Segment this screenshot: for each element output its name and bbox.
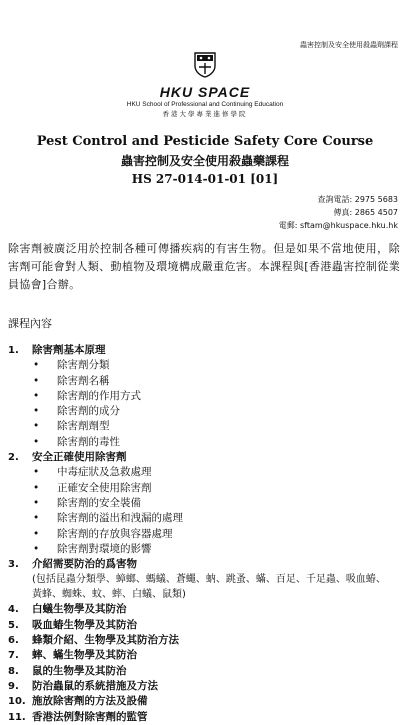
bullet-icon: • <box>33 359 40 372</box>
bullet-icon: • <box>33 512 40 525</box>
sub-item <box>8 358 403 373</box>
list-item <box>8 557 403 572</box>
sub-item-text: 除害劑的成分 <box>57 405 120 418</box>
item-number: 9. <box>8 680 19 692</box>
list-item <box>8 694 403 709</box>
course-content-list <box>8 343 403 725</box>
sub-item-text: 除害劑的溢出和洩漏的處理 <box>57 512 183 525</box>
sub-item <box>8 542 403 557</box>
bullet-icon: • <box>33 374 40 387</box>
sub-item-text: 除害劑的存放與容器處理 <box>57 527 173 540</box>
sub-item-text: 除害劑分類 <box>57 359 110 372</box>
contact-fax: 傳真: 2865 4507 <box>333 208 398 217</box>
bullet-icon: • <box>33 405 40 418</box>
bullet-icon: • <box>33 481 40 494</box>
sub-item <box>8 496 403 511</box>
item-title: 介紹需要防治的爲害物 <box>32 558 137 571</box>
course-code: HS 27-014-01-01 [01] <box>131 172 279 186</box>
item-number: 10. <box>8 696 26 708</box>
hku-space-logo <box>0 52 410 118</box>
school-name-zh: 香港大學專業進修學院 <box>162 110 248 118</box>
bullet-icon: • <box>33 435 40 448</box>
bullet-icon: • <box>33 496 40 509</box>
item-title: 鼠的生物學及其防治 <box>32 664 127 677</box>
list-item <box>8 648 403 663</box>
item-title: 白蟻生物學及其防治 <box>32 603 127 616</box>
sub-item <box>8 374 403 389</box>
sub-item-text: 除害劑劑型 <box>57 420 110 433</box>
section-title: 課程內容 <box>8 317 52 330</box>
sub-item <box>8 527 403 542</box>
list-item <box>8 343 403 358</box>
sub-item-text: 除害劑的毒性 <box>57 435 120 448</box>
list-item <box>8 679 403 694</box>
item-number: 3. <box>8 559 19 571</box>
item-number: 5. <box>8 619 19 631</box>
sub-item-text: 除害劑名稱 <box>57 374 110 387</box>
course-title-en: Pest Control and Pesticide Safety Core Course <box>36 134 374 149</box>
contact-info <box>279 193 398 232</box>
item-title: 除害劑基本原理 <box>32 344 106 356</box>
list-item <box>8 602 403 617</box>
bullet-icon: • <box>33 466 40 479</box>
sub-item <box>8 404 403 419</box>
item-title: 防治蟲鼠的系統措施及方法 <box>32 679 158 692</box>
item-number: 4. <box>8 604 19 616</box>
sub-item <box>8 481 403 496</box>
item-number: 7. <box>8 650 19 662</box>
sub-item <box>8 465 403 480</box>
course-title-block <box>0 134 410 186</box>
list-item <box>8 633 403 648</box>
sub-item-text: 除害劑的安全裝備 <box>57 496 141 509</box>
sub-item-text: 除害劑對環境的影響 <box>57 542 152 555</box>
contact-email: 電郵: sftam@hkuspace.hku.hk <box>278 221 398 230</box>
running-header: 蟲害控制及安全使用殺蟲劑課程 <box>300 41 398 49</box>
bullet-icon: • <box>33 420 40 433</box>
contact-phone: 查詢電話: 2975 5683 <box>317 195 398 204</box>
sub-item <box>8 389 403 404</box>
item-title: 蜂類介紹、生物學及其防治方法 <box>32 634 179 647</box>
item-title: 吸血蝽生物學及其防治 <box>32 618 137 631</box>
bullet-icon: • <box>33 542 40 555</box>
item-title: 蟀、蟎生物學及其防治 <box>32 649 137 662</box>
sub-item <box>8 435 403 450</box>
list-item <box>8 664 403 679</box>
bullet-icon: • <box>33 527 40 540</box>
item-number: 2. <box>8 452 19 464</box>
sub-item-text: 中毒症狀及急救處理 <box>57 466 152 479</box>
brand-name: HKU SPACE <box>159 84 251 100</box>
sub-item-text: 正確安全使用除害劑 <box>57 481 152 494</box>
item-note: (包括昆蟲分類學、蟑螂、螞蟻、蒼蠅、蚋、跳蚤、蟎、百足、千足蟲、吸血蝽、 <box>32 574 386 586</box>
crest-icon <box>194 52 216 78</box>
item-title: 安全正確使用除害劑 <box>32 451 127 464</box>
intro-paragraph: 除害劑被廣泛用於控制各種可傳播疾病的有害生物。但是如果不當地使用，除害劑可能會對人類、動植物及環境構成嚴重危害。本課程與[香港蟲害控制從業員協會]合辦。 <box>8 242 400 291</box>
item-note: 黃蜂、蜘蛛、蚊、蟀、白蟻、鼠類) <box>32 589 186 601</box>
list-item <box>8 450 403 465</box>
item-title: 施放除害劑的方法及設備 <box>32 695 148 708</box>
sub-item <box>8 511 403 526</box>
item-number: 11. <box>8 711 26 723</box>
course-title-zh: 蟲害控制及安全使用殺蟲藥課程 <box>120 154 289 168</box>
item-title: 香港法例對除害劑的監管 <box>32 710 148 723</box>
sub-item <box>8 419 403 434</box>
item-number: 8. <box>8 665 19 677</box>
school-name-en: HKU School of Professional and Continuing Education <box>126 101 284 108</box>
sub-item-text: 除害劑的作用方式 <box>57 389 141 402</box>
item-number: 1. <box>8 345 19 356</box>
list-item <box>8 618 403 633</box>
item-number: 6. <box>8 635 19 647</box>
bullet-icon: • <box>33 389 40 402</box>
list-item <box>8 710 403 725</box>
